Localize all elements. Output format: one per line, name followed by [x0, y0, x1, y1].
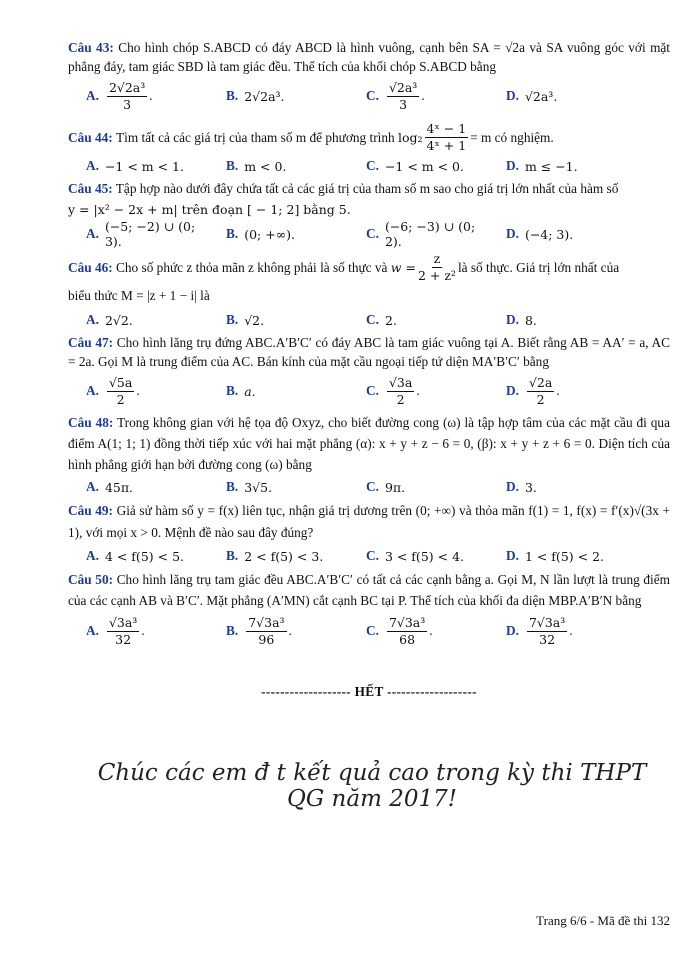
- options-44: [68, 155, 670, 177]
- question-text: Cho hình lăng trụ đứng ABC.A′B′C′ có đáy ABC là tam giác vuông tại A. Biết rằng AB = AA′ = a, AC = 2a. Gọi M là trung điểm của AC. Bán kính của mặt cầu ngoại tiếp tứ diện MA′B′C′ bằng: [68, 335, 670, 369]
- question-text: Tập hợp nào dưới đây chứa tất cả các giá trị của tham số m sao cho giá trị lớn nhất của hàm số: [115, 181, 619, 196]
- option-c: C. (−6; −3) ∪ (0; 2).: [366, 219, 476, 249]
- option-a: A. 45π.: [86, 479, 134, 495]
- option-d: D. 1 < f(5) < 2.: [506, 548, 604, 564]
- options-43: [68, 77, 670, 115]
- fraction: $\frac{z}{\text{2 + z²}}$: [417, 251, 456, 283]
- options-49: [68, 545, 670, 567]
- question-49: [68, 500, 670, 544]
- question-label: Câu 44:: [68, 129, 113, 145]
- question-text-end: = m có nghiệm.: [470, 129, 554, 145]
- option-a: A. 2√2.: [86, 312, 133, 328]
- question-label: Câu 48:: [68, 415, 114, 430]
- option-b: B. 2√2a³.: [226, 88, 285, 104]
- exam-page: [68, 38, 670, 700]
- question-label: Câu 50:: [68, 572, 114, 587]
- options-46: [68, 309, 670, 331]
- question-text: Trong không gian với hệ tọa độ Oxyz, cho biết đường cong (ω) là tập hợp tâm của các mặt cầu đi qua điểm A(1; 1; 1) đồng thời tiếp xúc với hai mặt phẳng (α): x + y + z − 6 = 0, (β): x + y + z + 6 = 0. Diện tích của hình phẳng giới hạn bởi đường cong (ω) bằng: [68, 415, 670, 472]
- option-d: D. (−4; 3).: [506, 226, 574, 242]
- question-44: [68, 121, 670, 154]
- option-d: D. $\frac{\text{7√3a³}}{32}$ .: [506, 614, 573, 647]
- option-c: C. 3 < f(5) < 4.: [366, 548, 464, 564]
- option-a: A. $\frac{\text{√3a³}}{32}$ .: [86, 614, 145, 647]
- question-text: Cho hình lăng trụ tam giác đều ABC.A′B′C′ có tất cả các cạnh bằng a. Gọi M, N lần lượt là trung điểm của các cạnh AB và B′C′. Mặt phẳng (A′MN) cắt cạnh BC tại P. Thể tích của khối đa diện MBP.A′B′N bằng: [68, 572, 671, 608]
- question-46: [68, 251, 670, 284]
- option-b: B. √2.: [226, 312, 265, 328]
- question-label: Câu 49:: [68, 503, 113, 518]
- option-a: A. $\frac{\text{2√2a³}}{3}$ .: [86, 79, 153, 112]
- question-45: [68, 179, 670, 198]
- closing-wish: Chúc các em đ t kết quả cao trong kỳ thi THPT QG năm 2017!: [97, 760, 647, 812]
- option-d: D. √2a³.: [506, 88, 558, 104]
- log-symbol: log₂: [397, 129, 423, 145]
- option-b: B. m < 0.: [226, 158, 287, 174]
- option-c: C. $\frac{\text{7√3a³}}{68}$ .: [366, 614, 433, 647]
- options-47: [68, 372, 670, 410]
- question-label: Câu 43:: [68, 40, 114, 55]
- question-text: Tìm tất cả các giá trị của tham số m để phương trình: [116, 129, 395, 145]
- fraction: $\frac{\text{4ˣ − 1}}{\text{4ˣ + 1}}$: [426, 121, 467, 153]
- question-label: Câu 45:: [68, 181, 113, 196]
- options-48: [68, 476, 670, 498]
- option-d: D. 8.: [506, 312, 537, 328]
- option-c: C. −1 < m < 0.: [366, 158, 464, 174]
- question-48: [68, 412, 670, 475]
- question-text-end: là số thực. Giá trị lớn nhất của: [457, 259, 620, 275]
- question-43: [68, 38, 670, 76]
- option-d: D. m ≤ −1.: [506, 158, 578, 174]
- question-45-line2: y = |x² − 2x + m| trên đoạn [ − 1; 2] bằng 5.: [68, 202, 351, 217]
- question-text: Cho số phức z thỏa mãn z không phải là số thực và: [116, 259, 388, 275]
- option-c: C. 2.: [366, 312, 397, 328]
- option-a: A. $\frac{√5a}{2}$ .: [86, 374, 140, 407]
- question-label: Câu 47:: [68, 335, 114, 350]
- options-50: [68, 612, 670, 650]
- option-c: C. 9π.: [366, 479, 406, 495]
- option-b: B. (0; +∞).: [226, 226, 295, 242]
- option-c: C. $\frac{\text{√2a³}}{3}$ .: [366, 79, 425, 112]
- option-b: B. a.: [226, 383, 256, 399]
- option-d: D. $\frac{√2a}{2}$ .: [506, 374, 560, 407]
- option-b: B. 2 < f(5) < 3.: [226, 548, 324, 564]
- page-footer: Trang 6/6 - Mã đề thi 132: [536, 913, 670, 928]
- option-c: C. $\frac{√3a}{2}$ .: [366, 374, 420, 407]
- question-text: Giả sử hàm số y = f(x) liên tục, nhận giá trị dương trên (0; +∞) và thỏa mãn f(1) = 1, f(x) = f′(x)√(3x + 1), với mọi x > 0. Mệnh đề nào sau đây đúng?: [68, 503, 671, 540]
- question-text: Cho hình chóp S.ABCD có đáy ABCD là hình vuông, cạnh bên SA = √2a và SA vuông góc với mặt phẳng đáy, tam giác SBD là tam giác đều. Thể tích của khối chóp S.ABCD bằng: [68, 40, 671, 74]
- option-a: A. 4 < f(5) < 5.: [86, 548, 184, 564]
- option-a: A. (−5; −2) ∪ (0; 3).: [86, 219, 196, 249]
- question-46-line2: biểu thức M = |z + 1 − i| là: [68, 288, 210, 303]
- question-label: Câu 46:: [68, 259, 113, 275]
- w-symbol: w =: [390, 259, 416, 275]
- option-b: B. 3√5.: [226, 479, 273, 495]
- question-50: [68, 569, 670, 611]
- option-a: A. −1 < m < 1.: [86, 158, 184, 174]
- option-b: B. $\frac{\text{7√3a³}}{96}$ .: [226, 614, 292, 647]
- options-45: [68, 219, 670, 249]
- option-d: D. 3.: [506, 479, 537, 495]
- question-47: [68, 333, 670, 371]
- end-marker: ------------------- HẾT -------------------: [261, 684, 477, 699]
